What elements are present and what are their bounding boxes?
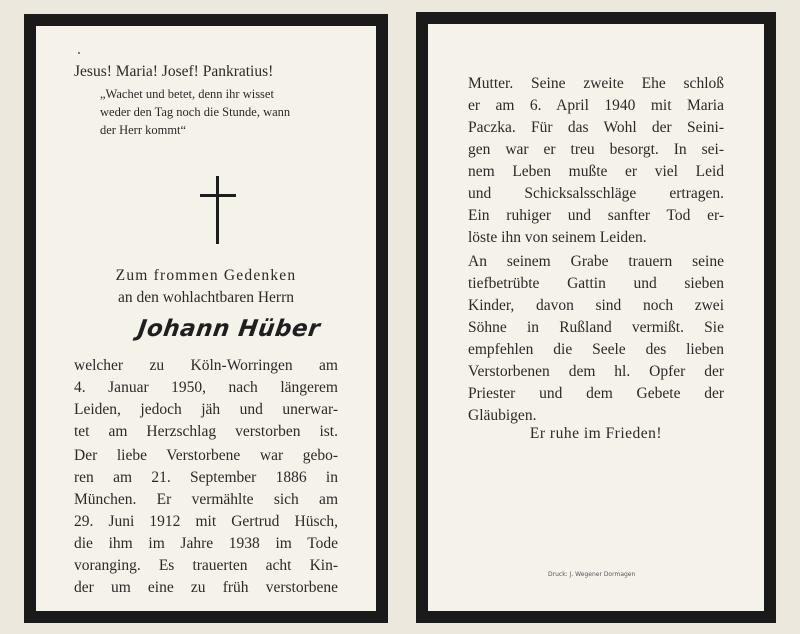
ink-speck xyxy=(78,52,80,54)
body-line: 4. Januar 1950, nach längerem xyxy=(74,379,338,396)
body-line: Der liebe Verstorbene war gebo- xyxy=(74,447,338,464)
body-line: Mutter. Seine zweite Ehe schloß xyxy=(468,75,724,92)
body-line: nem Leben mußte er viel Leid xyxy=(468,163,724,180)
body-line: der um eine zu früh verstorbene xyxy=(74,579,338,596)
body-line: Leiden, jedoch jäh und unerwar- xyxy=(74,401,338,418)
body-line: Söhne in Rußland vermißt. Sie xyxy=(468,319,724,336)
body-line: 29. Juni 1912 mit Gertrud Hüsch, xyxy=(74,513,338,530)
invocation: Jesus! Maria! Josef! Pankratius! xyxy=(74,63,274,80)
body-line: Priester und dem Gebete der xyxy=(468,385,724,402)
printer-mark: Druck: J. Wegener Dormagen xyxy=(548,571,636,578)
body-line: An seinem Grabe trauern seine xyxy=(468,253,724,270)
body-line: er am 6. April 1940 mit Maria xyxy=(468,97,724,114)
body-line: tet am Herzschlag verstorben ist. xyxy=(74,423,338,440)
deceased-name: Johann Hüber xyxy=(136,316,322,342)
body-line: Kinder, davon sind noch zwei xyxy=(468,297,724,314)
cross-icon xyxy=(200,176,236,244)
body-line: die ihm im Jahre 1938 im Tode xyxy=(74,535,338,552)
left-memorial-card xyxy=(24,14,388,623)
body-line: tiefbetrübte Gattin und sieben xyxy=(468,275,724,292)
body-line: und Schicksalsschläge ertragen. xyxy=(468,185,724,202)
dedication-line-2: an den wohlachtbaren Herrn xyxy=(117,289,295,306)
body-line: voranging. Es trauerten acht Kin- xyxy=(74,557,338,574)
right-memorial-card xyxy=(416,12,776,623)
body-line: welcher zu Köln-Worringen am xyxy=(74,357,338,374)
dedication-line-1: Zum frommen Gedenken xyxy=(115,267,297,284)
right-card-paper xyxy=(428,24,764,611)
body-line: München. Er vermählte sich am xyxy=(74,491,338,508)
body-line: löste ihn von seinem Leiden. xyxy=(468,229,647,246)
closing-prayer: Er ruhe im Frieden! xyxy=(529,425,663,442)
body-line: Paczka. Für das Wohl der Seini- xyxy=(468,119,724,136)
quote-line-1: „Wachet und betet, denn ihr wisset xyxy=(100,87,274,101)
body-line: Verstorbenen dem hl. Opfer der xyxy=(468,363,724,380)
body-line: empfehlen die Seele des lieben xyxy=(468,341,724,358)
quote-line-2: weder den Tag noch die Stunde, wann xyxy=(100,105,291,119)
quote-line-3: der Herr kommt“ xyxy=(100,123,187,137)
left-card-paper xyxy=(36,26,376,611)
body-line: ren am 21. September 1886 in xyxy=(74,469,338,486)
body-line: gen war er treu besorgt. In sei- xyxy=(468,141,724,158)
body-line: Ein ruhiger und sanfter Tod er- xyxy=(468,207,724,224)
body-line: Gläubigen. xyxy=(468,407,537,424)
